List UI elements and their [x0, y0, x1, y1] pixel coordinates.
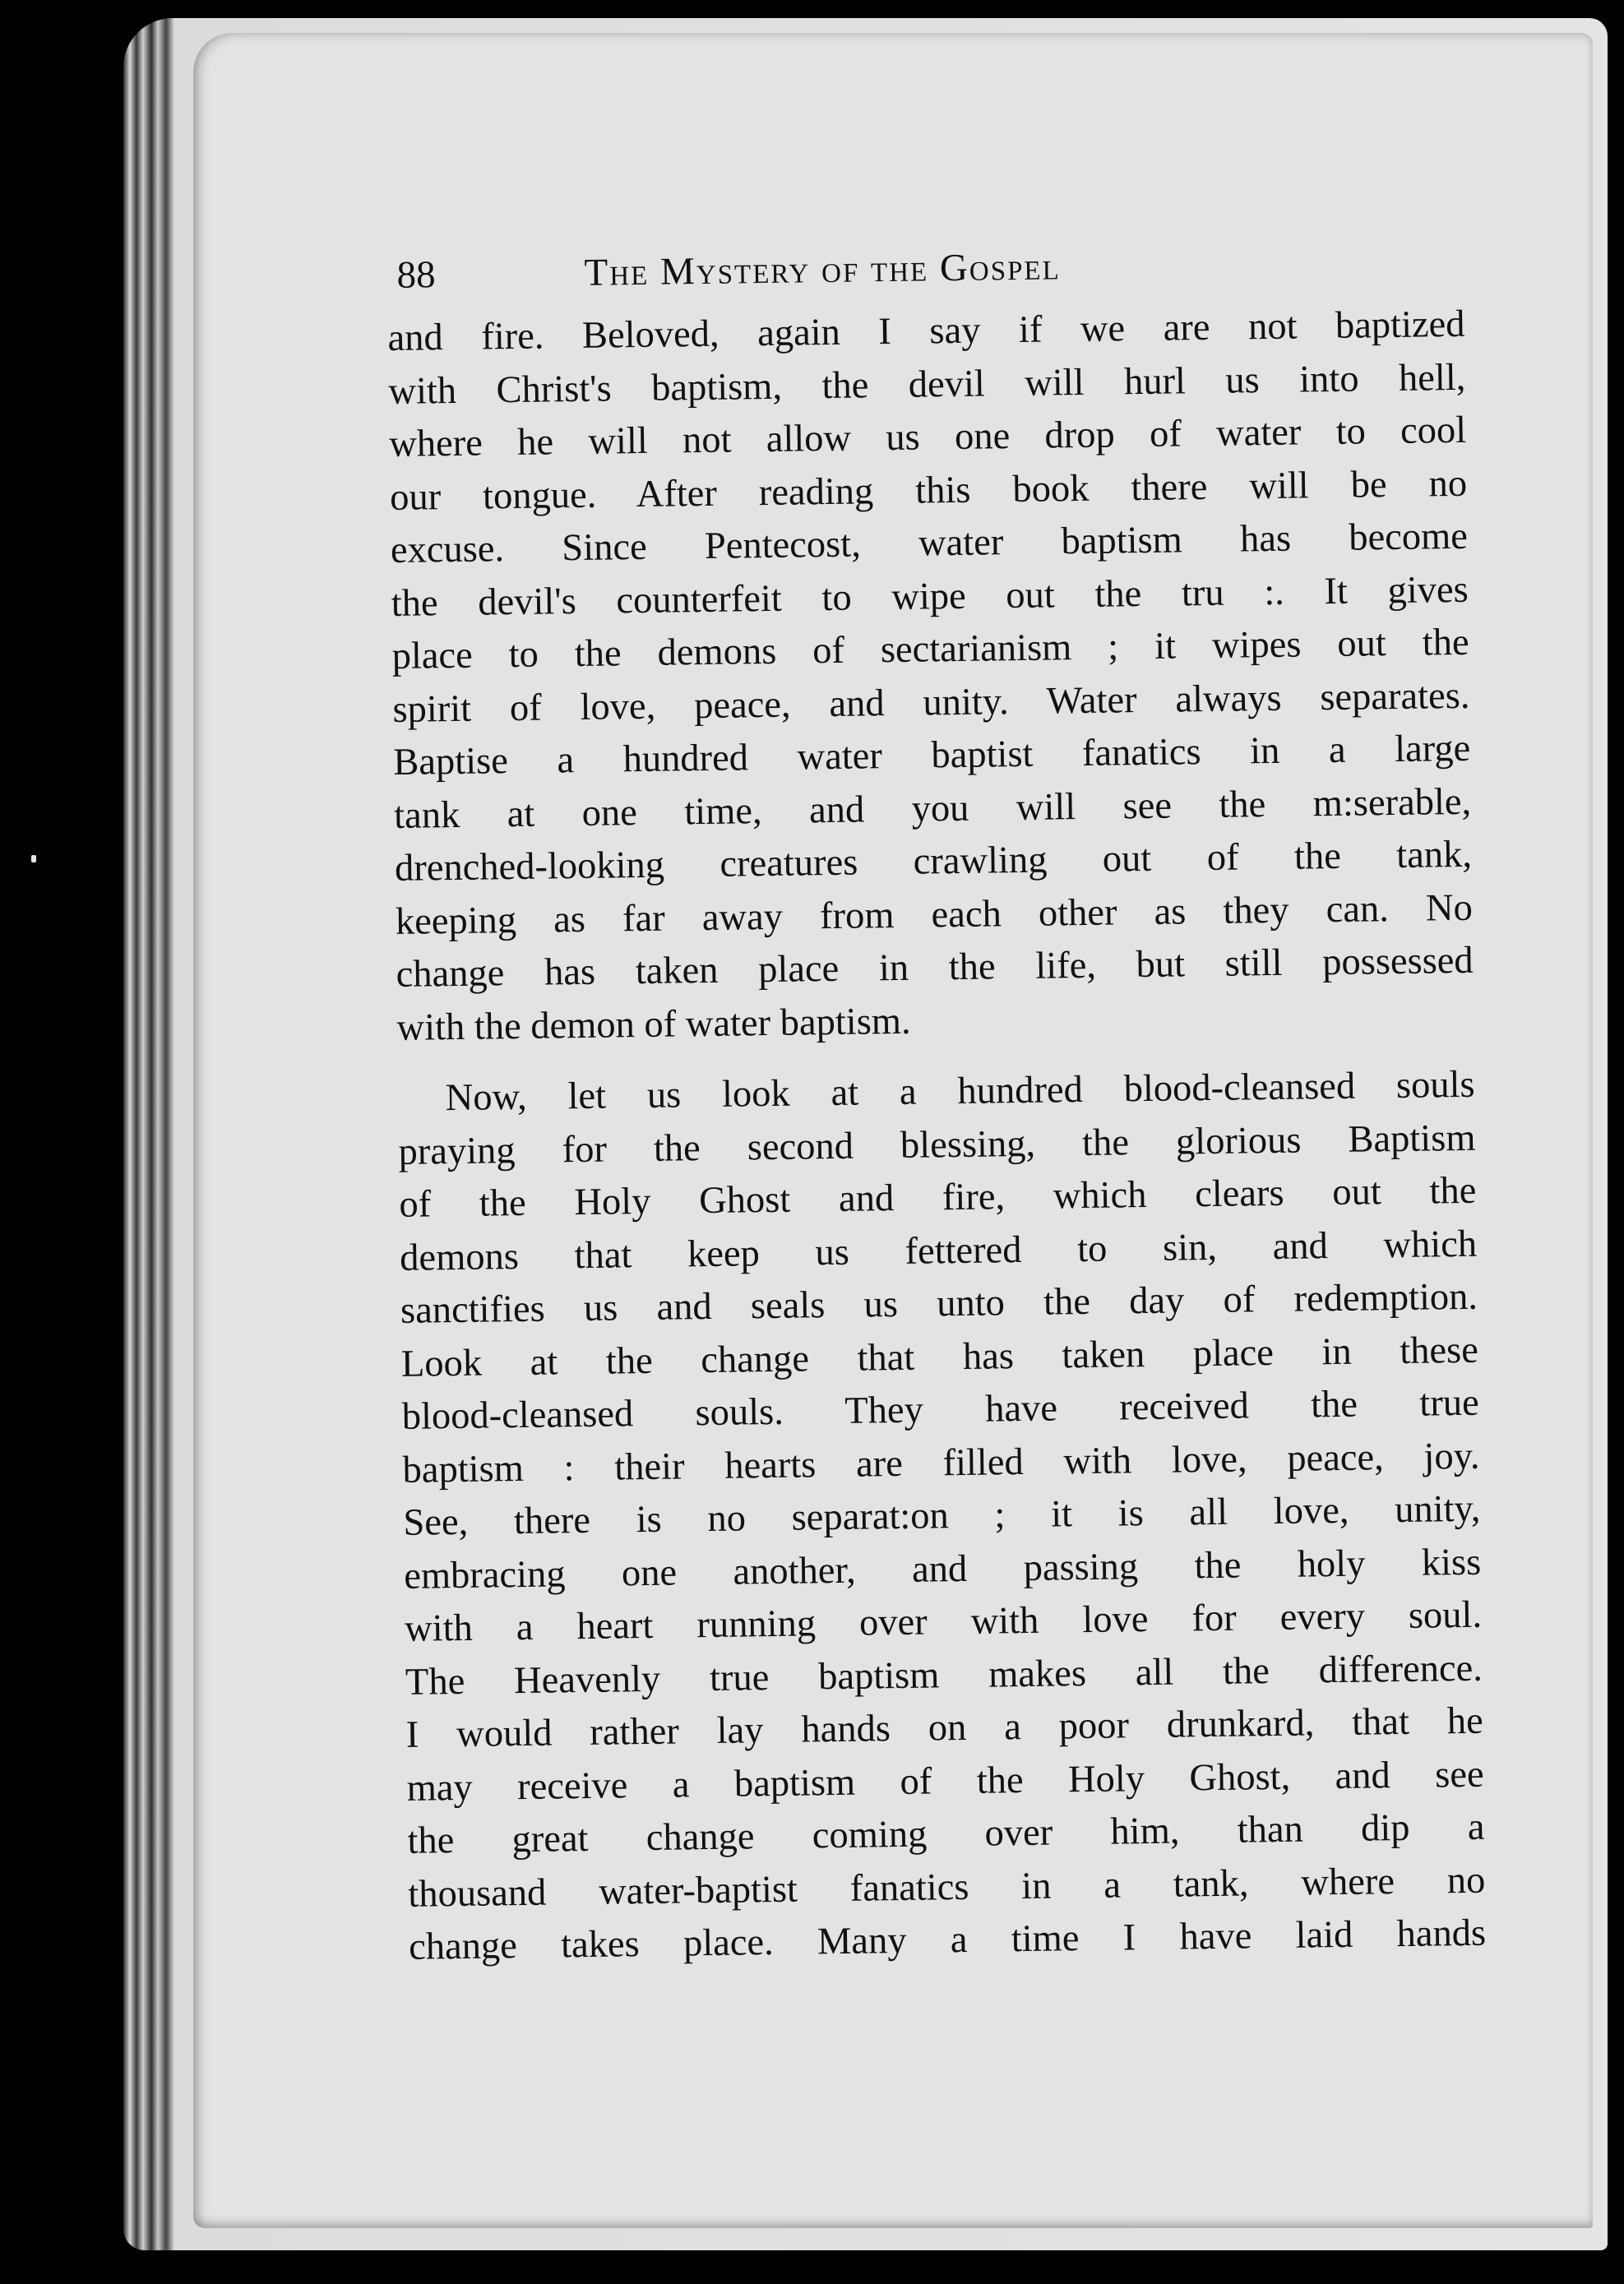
text-line: demons that keep us fettered to sin, and which — [399, 1223, 1478, 1279]
running-head — [386, 224, 1464, 312]
text-line: baptism : their hearts are filled with love, peace, joy. — [402, 1435, 1480, 1491]
text-line: Look at the change that has taken place in these — [400, 1329, 1479, 1385]
text-line: where he will not allow us one drop of water to cool — [388, 409, 1467, 465]
page-number: 88 — [396, 253, 436, 297]
text-line: Baptise a hundred water baptist fanatics in a large — [393, 727, 1471, 784]
text-line: the devil's counterfeit to wipe out the tru :. It gives — [391, 568, 1469, 625]
text-line: our tongue. After reading this book there will be no — [389, 462, 1468, 519]
text-line: keeping as far away from each other as they can. No — [395, 886, 1474, 943]
scan-speck — [31, 855, 36, 862]
text-line: spirit of love, peace, and unity. Water always separates. — [392, 674, 1470, 731]
text-line: and fire. Beloved, again I say if we are not baptized — [387, 303, 1465, 359]
text-line: place to the demons of sectarianism ; it wipes out the — [391, 621, 1469, 677]
text-line: thousand water-baptist fanatics in a tank, where no — [408, 1859, 1486, 1916]
text-line: praying for the second blessing, the glorious Baptism — [398, 1117, 1476, 1173]
paragraph-2 — [397, 1059, 1486, 1975]
text-line: blood-cleansed souls. They have received the true — [401, 1381, 1479, 1438]
text-line: with the demon of water baptism. — [396, 1000, 911, 1049]
page-text-block — [386, 224, 1487, 1974]
text-line: The Heavenly true baptism makes all the difference. — [405, 1647, 1483, 1704]
running-head-title: The Mystery of the Gospel — [584, 245, 1061, 294]
text-line: excuse. Since Pentecost, water baptism has become — [390, 515, 1469, 571]
text-line: I would rather lay hands on a poor drunkard, that he — [405, 1699, 1484, 1756]
text-line: the great change coming over him, than dip a — [407, 1805, 1485, 1862]
text-line: embracing one another, and passing the holy kiss — [403, 1541, 1482, 1597]
text-line: of the Holy Ghost and fire, which clears out the — [399, 1169, 1477, 1226]
text-line: with a heart running over with love for every soul. — [404, 1593, 1483, 1650]
text-line: drenched-looking creatures crawling out of the tank, — [394, 833, 1473, 890]
text-line: Now, let us look at a hundred blood-cleansed souls — [445, 1063, 1475, 1120]
text-line: change has taken place in the life, but still possessed — [396, 939, 1474, 996]
text-line: See, there is no separat:on ; it is all love, unity, — [403, 1487, 1481, 1544]
text-line: tank at one time, and you will see the m:serable, — [393, 780, 1472, 837]
text-line: sanctifies us and seals us unto the day of redemption. — [400, 1275, 1478, 1332]
text-line: with Christ's baptism, the devil will hurl us into hell, — [388, 356, 1466, 413]
text-line: may receive a baptism of the Holy Ghost, and see — [406, 1753, 1484, 1810]
text-line: change takes place. Many a time I have laid hands — [408, 1912, 1487, 1968]
paragraph-1 — [387, 298, 1474, 1055]
